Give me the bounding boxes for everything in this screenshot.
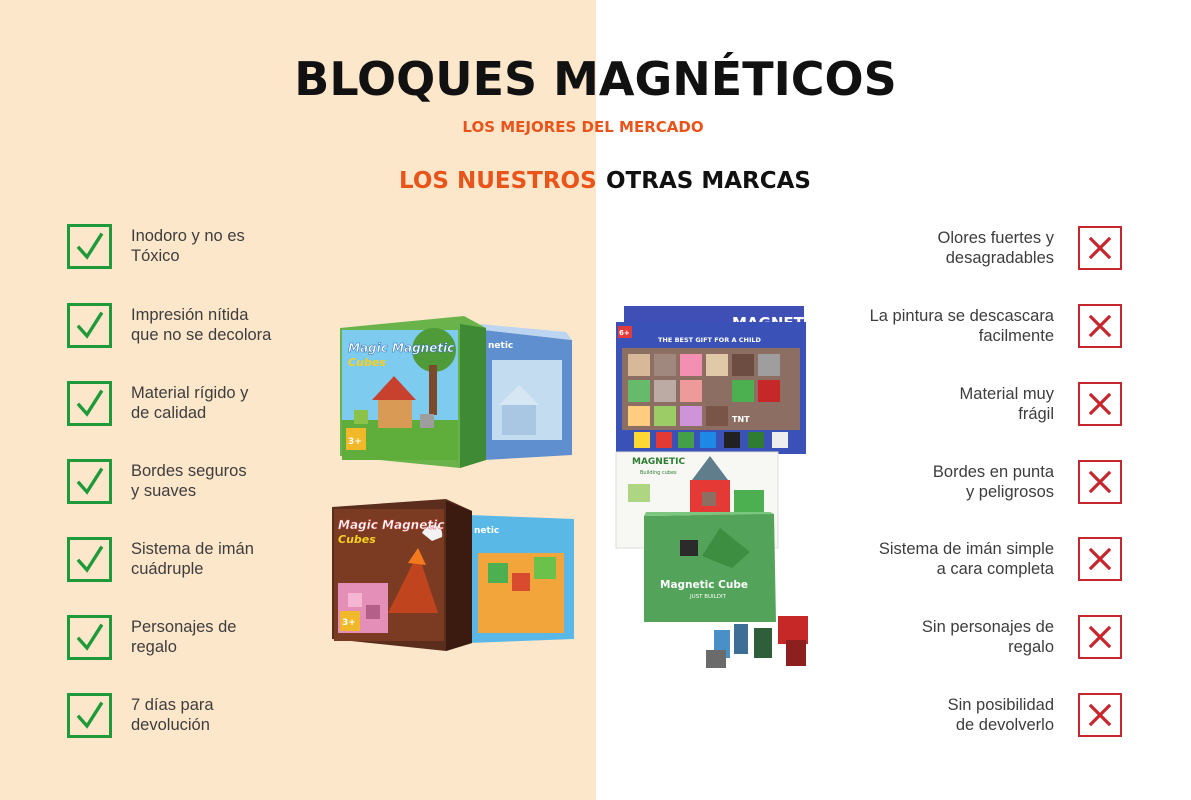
box-brand: Magic Magnetic [348, 341, 455, 355]
box-back-brand: netic [474, 526, 500, 536]
cross-icon [1078, 615, 1122, 659]
ours-feature-item [67, 459, 317, 507]
other-product-magnet-box [614, 300, 810, 458]
box-sub: Cubes [338, 533, 376, 546]
other-feature-item [830, 304, 1122, 352]
ours-feature-text: Bordes seguros y suaves [131, 462, 247, 500]
check-icon [67, 459, 112, 504]
cross-icon [1078, 226, 1122, 270]
ours-feature-text: Material rígido y de calidad [131, 384, 249, 422]
ours-feature-text: Impresión nítida que no se decolora [131, 306, 272, 344]
check-icon [67, 537, 112, 582]
other-feature-text: Sin personajes de regalo [921, 618, 1054, 656]
magnetic-cube-sub: JUST BUILDIT [690, 594, 726, 600]
ours-feature-text: 7 días para devolución [131, 696, 214, 734]
ours-feature-text: Personajes de regalo [131, 618, 237, 656]
magnet-age: 6+ [619, 329, 630, 337]
page-subtitle: LOS MEJORES DEL MERCADO [462, 118, 704, 136]
column-heading-ours: LOS NUESTROS [399, 168, 597, 194]
ours-feature-text: Sistema de imán cuádruple [131, 540, 254, 578]
page-title: BLOQUES MAGNÉTICOS [294, 52, 897, 106]
box-back-brand: netic [488, 341, 514, 351]
other-feature-item [830, 460, 1122, 508]
check-icon [67, 693, 112, 738]
column-heading-others: OTRAS MARCAS [606, 168, 811, 194]
ours-feature-item [67, 693, 317, 741]
ours-feature-item [67, 615, 317, 663]
cross-icon [1078, 460, 1122, 504]
other-feature-item [830, 693, 1122, 741]
cubes-brand: MAGNETIC [632, 457, 686, 467]
other-feature-item [830, 537, 1122, 585]
box-age: 3+ [348, 437, 362, 447]
other-feature-text: Olores fuertes y desagradables [937, 229, 1054, 267]
box-sub: Cubes [348, 356, 386, 369]
ours-feature-item [67, 537, 317, 585]
magnet-tnt-label: TNT [732, 415, 750, 424]
ours-feature-item [67, 381, 317, 429]
other-feature-item [830, 615, 1122, 663]
other-feature-text: Sistema de imán simple a cara completa [878, 540, 1054, 578]
cubes-sub: Building cubes [640, 470, 677, 476]
other-feature-item [830, 382, 1122, 430]
cross-icon [1078, 304, 1122, 348]
ours-feature-item [67, 224, 317, 272]
check-icon [67, 224, 112, 269]
cross-icon [1078, 382, 1122, 426]
check-icon [67, 381, 112, 426]
check-icon [67, 615, 112, 660]
other-feature-text: Sin posibilidad de devolverlo [947, 696, 1054, 734]
other-feature-item [830, 226, 1122, 274]
other-product-magnetic-cube [640, 512, 816, 672]
other-feature-text: Material muy frágil [959, 385, 1054, 423]
cross-icon [1078, 693, 1122, 737]
magnet-tagline: THE BEST GIFT FOR A CHILD [658, 336, 761, 344]
check-icon [67, 303, 112, 348]
ours-feature-text: Inodoro y no es Tóxico [131, 227, 245, 265]
ours-product-box-1 [334, 310, 584, 470]
ours-product-box-2 [328, 493, 580, 655]
box-brand: Magic Magnetic [338, 518, 445, 532]
cross-icon [1078, 537, 1122, 581]
box-age: 3+ [342, 618, 356, 628]
other-feature-text: La pintura se descascara facilmente [869, 307, 1054, 345]
other-feature-text: Bordes en punta y peligrosos [932, 463, 1054, 501]
magnetic-cube-brand: Magnetic Cube [660, 579, 748, 591]
ours-feature-item [67, 303, 317, 351]
